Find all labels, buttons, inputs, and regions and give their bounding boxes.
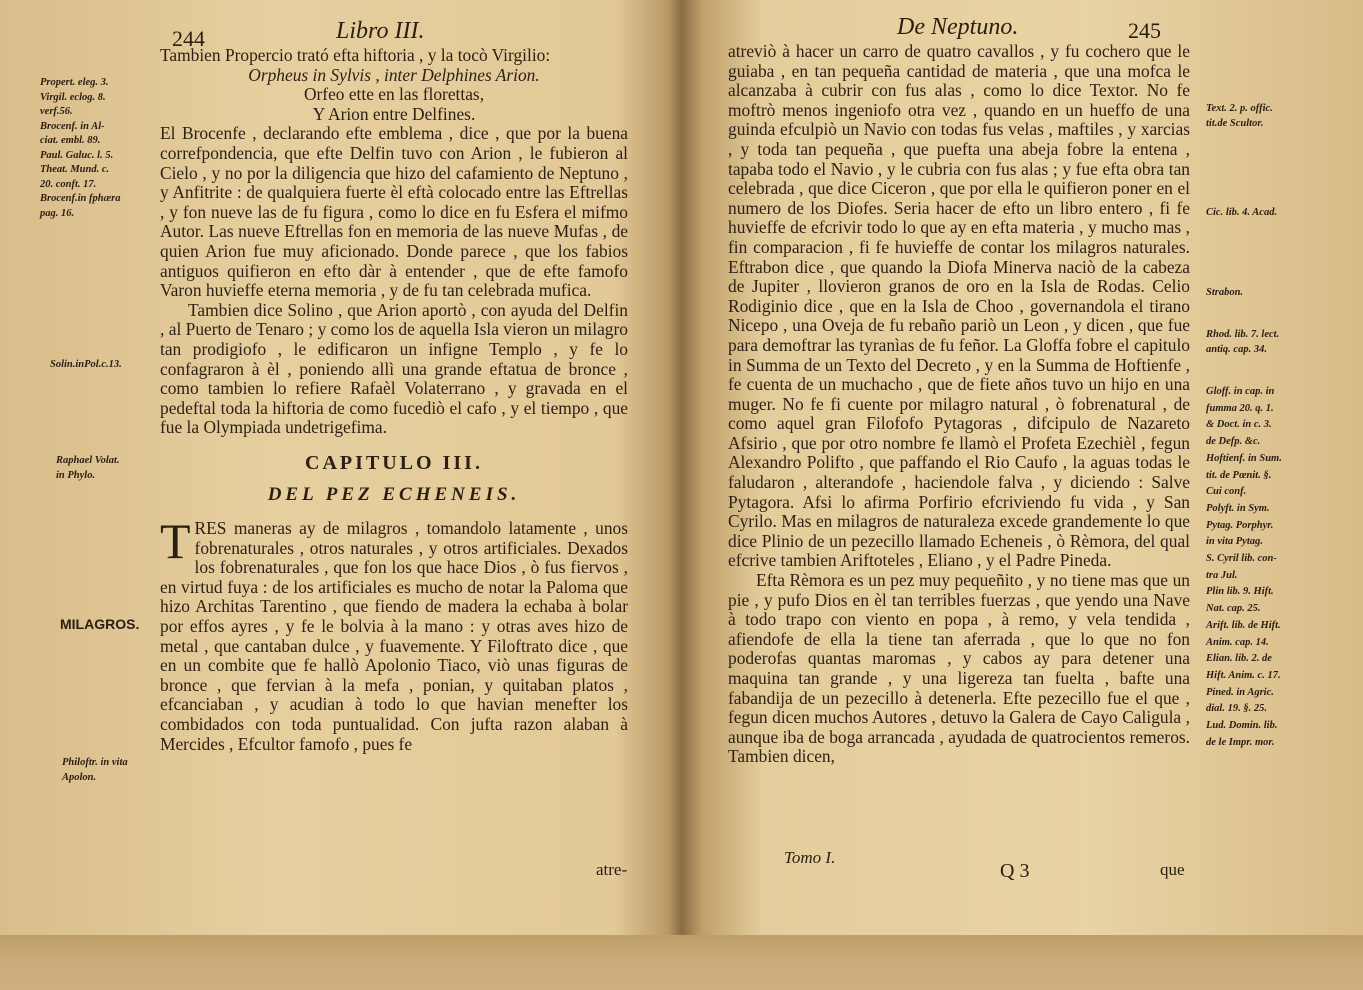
margin-note-rhodiginus [1206,328,1351,357]
margin-note: de Defp. &c. [1206,436,1261,448]
margin-note: pag. 16. [40,207,75,219]
right-body-text [728,42,1190,767]
margin-note-strabo: Strabon. [1206,287,1244,298]
margin-note: Philoftr. in vita [62,757,128,768]
margin-note: Brocenf. in Al- [40,120,105,132]
margin-note: antiq. cap. 34. [1206,343,1267,355]
margin-note: Brocenf.in fphæra [40,193,121,204]
margin-note: Polyft. in Sym. [1206,502,1270,514]
margin-note: Nat. cap. 25. [1206,603,1261,615]
margin-note: tit. de Pœnit. §. [1206,469,1272,481]
margin-label-milagros: MILAGROS. [60,616,140,632]
margin-note: tra Jul. [1206,569,1238,581]
margin-note-cicero: Cic. lib. 4. Acad. [1206,207,1278,218]
margin-note: tit.de Scultor. [1206,117,1264,129]
margin-note: Pined. in Agric. [1206,686,1274,698]
chapter-title: CAPITULO III. [305,451,483,474]
left-body-text [160,46,628,754]
margin-note: in Phylo. [56,469,96,481]
margin-note: in vita Pytag. [1206,536,1263,548]
verse-line: Orfeo ette en las florettas, [303,84,485,105]
margin-note: S. Cyril lib. con- [1206,553,1277,565]
margin-note: Hift. Anim. c. 17. [1206,669,1281,681]
margin-note: Elian. lib. 2. de [1206,653,1272,665]
margin-note: 20. conft. 17. [40,178,97,190]
paragraph: Efta Rèmora es un pez muy pequeñito , y no tiene mas que un pie , y pufo Dios en èl tan terribles fuerzas , que yendo una Nave à todo trapo con viento en popa , à remo, y vela tendida , afiendofe de ella la tiene tan aferrada , que lo que no fon poderofas quantas maromas , y cabos ay para detener una maquina tan grande , y una ligereza tan fuelta , bafte una fabandija de un pezecillo à detenerla. Efte pezecillo fue el que , fegun dicen muchos Autores , detuvo la Galera de Cayo Caligula , aunque iba de boga arrancada , ayudada de quatrocientos remeros. Tambien dicen, [728,570,1190,767]
margin-note: & Doct. in c. 3. [1206,419,1272,431]
margin-notes-glossa [1206,384,1351,751]
margin-note: Text. 2. p. offic. [1206,103,1273,114]
right-page-number: 245 [1128,18,1161,43]
left-page-number: 244 [172,26,205,51]
margin-note: ciat. embl. 89. [40,135,101,146]
margin-note: Theat. Mund. c. [40,164,110,175]
margin-note: de le Impr. mor. [1206,736,1275,748]
paragraph-text: RES maneras ay de milagros , tomandolo latamente , unos fobrenaturales , otros naturales , y otros artificiales. Dexados los fobrenaturales , que fon los que hace Dios , ò fus fiervos , en virtud fuya : de los artificiales es mucho de notar la Paloma que hizo Architas Tarentino , que fiendo de madera la echaba à bolar por effos ayres , y fe le bolvia à la mano : y otras aves hizo de metal , que cantaban dulce , y fuavemente. Y Filoftrato dice , que en un combite que fe hallò Apolonio Tiaco, viò unas figuras de bronce , que fervian à la mefa , ponian, y quitaban platos , efcanciaban , y acudian à todo lo que havian menefter los combidados con toda puntualidad. Con jufta razon alaban à Mercides , Efcultor famofo , pues fe [160,518,628,754]
right-running-head: De Neptuno. [897,14,1019,40]
margin-note: Raphael Volat. [56,455,120,466]
paragraph: atreviò à hacer un carro de quatro cavallos , y fu cochero que le guiaba , en tan pequeña cantidad de materia , que una mofca le alcanzaba à cubrir con fus alas , como lo dice Textor. No fe moftrò menos ingeniofo otra vez , quando en un hueffo de una guinda efculpiò un Navio con todas fus velas , maftiles , y xarcias , y toda tan pequeña , que puefta una abeja fobre la entena , tapaba todo el Navio , y le cubria con fus alas ; y fue efta obra tan celebrada , que dice Ciceron , que por ella le quifieron poner en el numero de los Diofes. Seria hacer de efto un libro entero , fi fe huvieffe de efcrivir todo lo que ay en efta materia , y mucho mas , fin comparacion , fi fe huvieffe de contar los milagros naturales. Eftrabon dice , que quando la Diofa Minerva naciò de la cabeza de Jupiter , llovieron granos de oro en la Isla de Rodas. Celio Rodiginio dice , que en la Isla de Choo , governandola el tirano Nicepo , una Oveja de fu rebaño pariò un Leon , y dicen , que fue para demoftrar las tyranìas de fu feñor. La Gloffa fobre el capitulo in Summa de un Texto del Decreto , y en la Summa de Hoftienfe , fe cuenta de un muchacho , que de fiete años tuvo un hijo en una muger. No fe fi cuente por milagro natural , ò fobrenatural , de como aquel gran Filofofo Pytagoras , difcipulo de Nazareto Afsirio , que por otro nombre fe llamò el Profeta Ezechièl , fegun Alexandro Polifto , que paffando el Rio Caufo , la aguas todas le faludaron , alterandofe , haciendole falva , y diciendo : Salve Pytagora. Afsi lo afirma Porfirio efcriviendo fu vida , y San Cyrilo. Mas en milagros de naturaleza excede grandemente lo que dice Plinio de un pezecillo llamado Echeneis , ò Rèmora, del qual efcrive tambien Ariftoteles , Eliano , y el Padre Pineda. [728,41,1190,571]
right-page [672,0,1363,935]
margin-note: Plin lib. 9. Hift. [1206,586,1274,598]
margin-note: Apolon. [62,771,97,783]
chapter-subtitle: DEL PEZ ECHENEIS. [267,484,521,506]
margin-note: Pytag. Porphyr. [1206,519,1274,531]
paragraph: El Brocenfe , declarando efte emblema , dice , que por la buena correfpondencia, que efte Delfin tuvo con Arion , le fubieron al Cielo , y no por la diligencia que hizo del cafamiento de Neptuno , y Anfitrite : de qualquiera fuerte èl eftà colocado entre las Eftrellas , y fon nueve las de fu figura , como lo dice en fu Esfera el mifmo Autor. Las nueve Eftrellas fon en memoria de las nueve Mufas , de quien Arion fue muy aficionado. Donde parece , que los fabios antiguos quifieron en efto dàr à entender , que de efte famofo Varon huvieffe eterna memoria , y de fu tan celebrada mufica. [160,123,628,301]
margin-note-textor [1206,102,1351,131]
drop-cap: T [160,513,191,570]
verse-line: Y Arion entre Delfines. [312,103,476,124]
signature-mark: Q 3 [1000,860,1030,882]
paragraph: Tambien dice Solino , que Arion aportò , con ayuda del Delfin , al Puerto de Tenaro ; y como los de aquella Isla vieron un milagro tan prodigiofo , le edificaron un infigne Templo , y fe lo confagraron à èl , poniendo allì una grande eftatua de bronce , como tambien lo refiere Rafaèl Volaterrano , y gravada en el pedeftal toda la hiftoria de como fucediò el cafo , y el tiempo , que fue la Olympiada undetrigefima. [160,299,628,438]
margin-note: Gloff. in cap. in [1206,386,1275,397]
signature-tomo: Tomo I. [784,848,836,867]
margin-note-rafael [56,454,120,483]
left-page [0,0,660,935]
right-catchword: que [1160,860,1185,879]
margin-note: fumma 20. q. 1. [1206,402,1274,414]
margin-note: Cui conf. [1206,486,1247,498]
margin-note: Hoftienf. in Sum. [1206,452,1282,464]
margin-note: Virgil. eclog. 8. [40,91,106,103]
book-bottom-edge [0,935,1363,990]
margin-note: Anim. cap. 14. [1206,636,1269,648]
margin-note-philostr [62,756,128,785]
left-running-head: Libro III. [336,18,425,44]
margin-note: dial. 19. §. 25. [1206,703,1267,715]
left-margin-notes-top [40,76,155,221]
margin-note: Rhod. lib. 7. lect. [1206,329,1280,340]
paragraph [160,513,628,754]
verse-line: Orpheus in Sylvis , inter Delphines Arion. [248,64,540,85]
paragraph: Tambien Propercio trató efta hiftoria , y la tocò Virgilio: [160,45,551,65]
margin-note: Arift. lib. de Hift. [1206,619,1281,631]
margin-note: Propert. eleg. 3. [40,77,109,88]
left-catchword: atre- [596,860,628,879]
margin-note: Lud. Domin. lib. [1206,720,1278,732]
margin-note: Paul. Galuc. l. 5. [40,149,114,161]
margin-note-solin: Solin.inPol.c.13. [50,359,122,370]
margin-note: verf.56. [40,106,73,117]
